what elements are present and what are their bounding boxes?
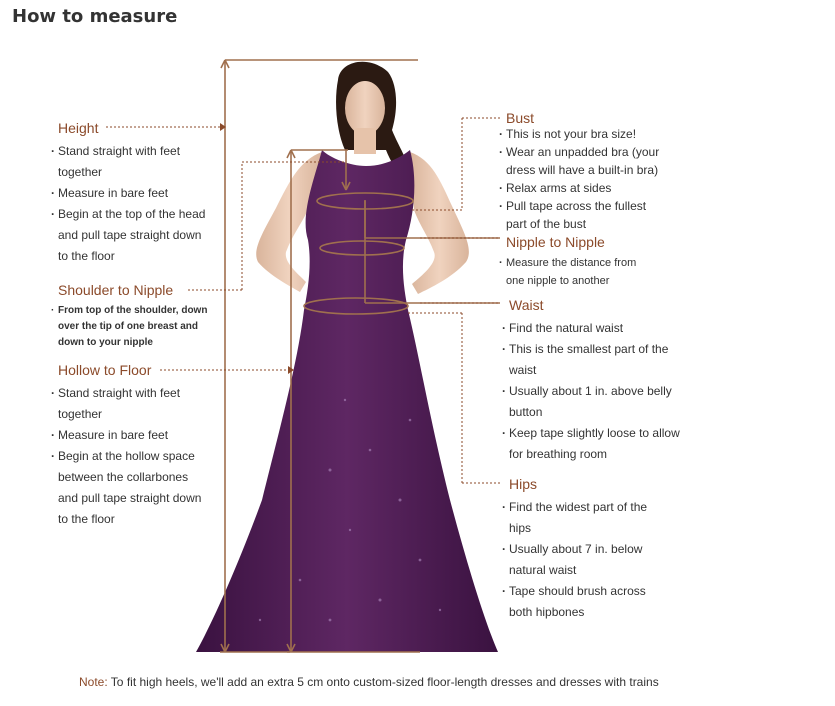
list-item: · Keep tape slightly loose to allow [503, 423, 680, 444]
note-text: To fit high heels, we'll add an extra 5 cm onto custom-sized floor-length dresses and dresses with trains [107, 675, 659, 689]
note-label: Note: [79, 675, 108, 689]
list-item: · This is the smallest part of the [503, 339, 680, 360]
footer-note [79, 675, 659, 689]
list-item: · Measure in bare feet [52, 183, 205, 204]
list-item: waist [509, 363, 537, 377]
list-item: · Usually about 1 in. above belly [503, 381, 680, 402]
list-item: · Pull tape across the fullest [500, 197, 659, 215]
bust-list [500, 125, 659, 233]
list-item: · Usually about 7 in. below [503, 539, 647, 560]
list-item: part of the bust [506, 217, 587, 231]
list-item: · Begin at the top of the head [52, 204, 205, 225]
list-item: button [509, 405, 543, 419]
list-item: · Measure the distance from [500, 254, 636, 272]
list-item: and pull tape straight down [58, 491, 202, 505]
list-item: · Find the natural waist [503, 318, 680, 339]
list-item: down to your nipple [58, 337, 153, 348]
list-item: · Relax arms at sides [500, 179, 659, 197]
waist-title: Waist [509, 297, 544, 313]
list-item: between the collarbones [58, 470, 189, 484]
list-item: both hipbones [509, 605, 585, 619]
list-item: · Tape should brush across [503, 581, 647, 602]
list-item: to the floor [58, 512, 115, 526]
list-item: dress will have a built-in bra) [506, 163, 659, 177]
shoulder-to-nipple-title: Shoulder to Nipple [58, 282, 174, 298]
hips-title: Hips [509, 476, 538, 492]
model-face [345, 81, 385, 135]
hollow-to-floor-title: Hollow to Floor [58, 362, 152, 378]
list-item: for breathing room [509, 447, 608, 461]
list-item: hips [509, 521, 532, 535]
shoulder-to-nipple-list [52, 303, 207, 351]
list-item: · Find the widest part of the [503, 497, 647, 518]
list-item: one nipple to another [506, 275, 610, 287]
height-title: Height [58, 120, 99, 136]
list-item: and pull tape straight down [58, 228, 202, 242]
waist-list [503, 318, 680, 465]
nipple-to-nipple-title: Nipple to Nipple [506, 234, 605, 250]
list-item: together [58, 407, 103, 421]
list-item: · This is not your bra size! [500, 125, 659, 143]
height-list [52, 141, 205, 267]
hips-list [503, 497, 647, 623]
model-neck [354, 128, 376, 154]
hollow-to-floor-list [52, 383, 201, 530]
page-title: How to measure [12, 6, 178, 27]
list-item: natural waist [509, 563, 577, 577]
list-item: over the tip of one breast and [58, 321, 199, 332]
list-item: · Begin at the hollow space [52, 446, 201, 467]
list-item: to the floor [58, 249, 115, 263]
list-item: · Stand straight with feet [52, 141, 205, 162]
list-item: · Stand straight with feet [52, 383, 201, 404]
nipple-to-nipple-list [500, 254, 636, 290]
list-item: · Wear an unpadded bra (your [500, 143, 659, 161]
list-item: · From top of the shoulder, down [52, 303, 207, 319]
list-item: together [58, 165, 103, 179]
list-item: · Measure in bare feet [52, 425, 201, 446]
bust-title: Bust [506, 110, 535, 126]
